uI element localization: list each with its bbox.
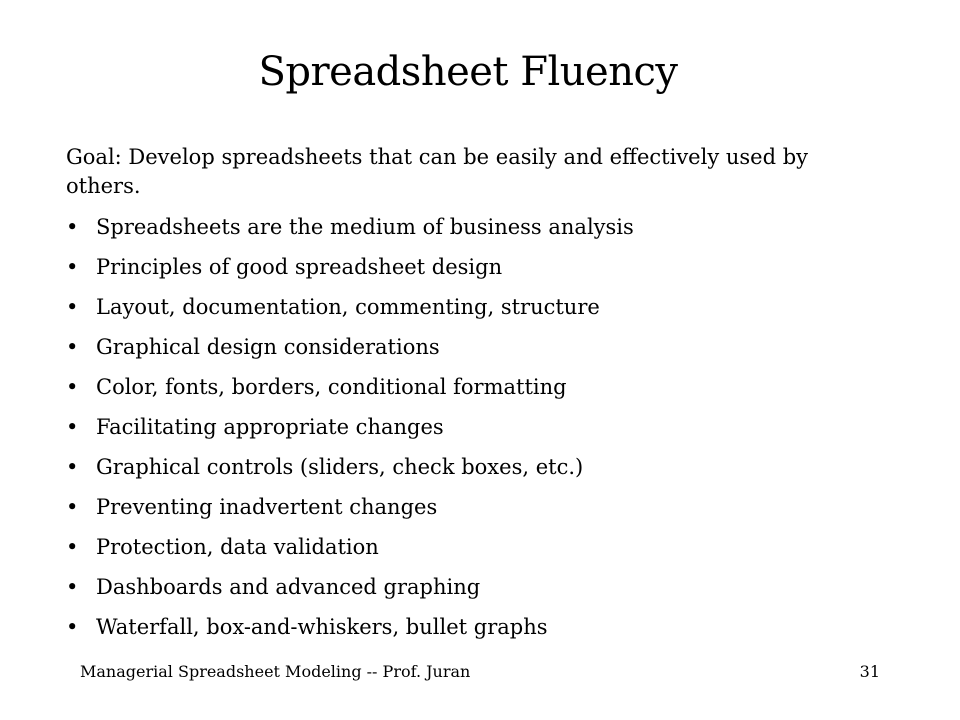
goal-statement: Goal: Develop spreadsheets that can be easily and effectively used by others. xyxy=(66,145,809,198)
bullet-list xyxy=(66,213,886,653)
bullet-item xyxy=(66,613,886,653)
bullet-text: Protection, data validation xyxy=(96,535,379,559)
bullet-item xyxy=(66,493,886,533)
bullet-icon: • xyxy=(66,415,79,439)
bullet-icon: • xyxy=(66,455,79,479)
bullet-item xyxy=(66,293,886,333)
bullet-text: Graphical design considerations xyxy=(96,335,440,359)
bullet-item xyxy=(66,413,886,453)
bullet-text: Waterfall, box-and-whiskers, bullet graphs xyxy=(96,615,548,639)
bullet-item xyxy=(66,333,886,373)
bullet-icon: • xyxy=(66,215,79,239)
bullet-icon: • xyxy=(66,295,79,319)
bullet-text: Layout, documentation, commenting, structure xyxy=(96,295,600,319)
slide-title: Spreadsheet Fluency xyxy=(258,49,678,95)
bullet-item xyxy=(66,373,886,413)
bullet-item xyxy=(66,573,886,613)
bullet-icon: • xyxy=(66,575,79,599)
bullet-icon: • xyxy=(66,255,79,279)
bullet-icon: • xyxy=(66,495,79,519)
bullet-item xyxy=(66,533,886,573)
bullet-item xyxy=(66,453,886,493)
bullet-icon: • xyxy=(66,615,79,639)
bullet-text: Color, fonts, borders, conditional formatting xyxy=(96,375,567,399)
bullet-text: Dashboards and advanced graphing xyxy=(96,575,481,599)
bullet-item xyxy=(66,253,886,293)
bullet-icon: • xyxy=(66,535,79,559)
bullet-text: Facilitating appropriate changes xyxy=(96,415,444,439)
bullet-icon: • xyxy=(66,335,79,359)
bullet-text: Graphical controls (sliders, check boxes, etc.) xyxy=(96,455,584,479)
bullet-icon: • xyxy=(66,375,79,399)
footer-course: Managerial Spreadsheet Modeling -- Prof. Juran xyxy=(80,662,471,681)
bullet-item xyxy=(66,213,886,253)
bullet-text: Principles of good spreadsheet design xyxy=(96,255,503,279)
page-number: 31 xyxy=(859,662,880,681)
bullet-text: Spreadsheets are the medium of business analysis xyxy=(96,215,634,239)
bullet-text: Preventing inadvertent changes xyxy=(96,495,438,519)
